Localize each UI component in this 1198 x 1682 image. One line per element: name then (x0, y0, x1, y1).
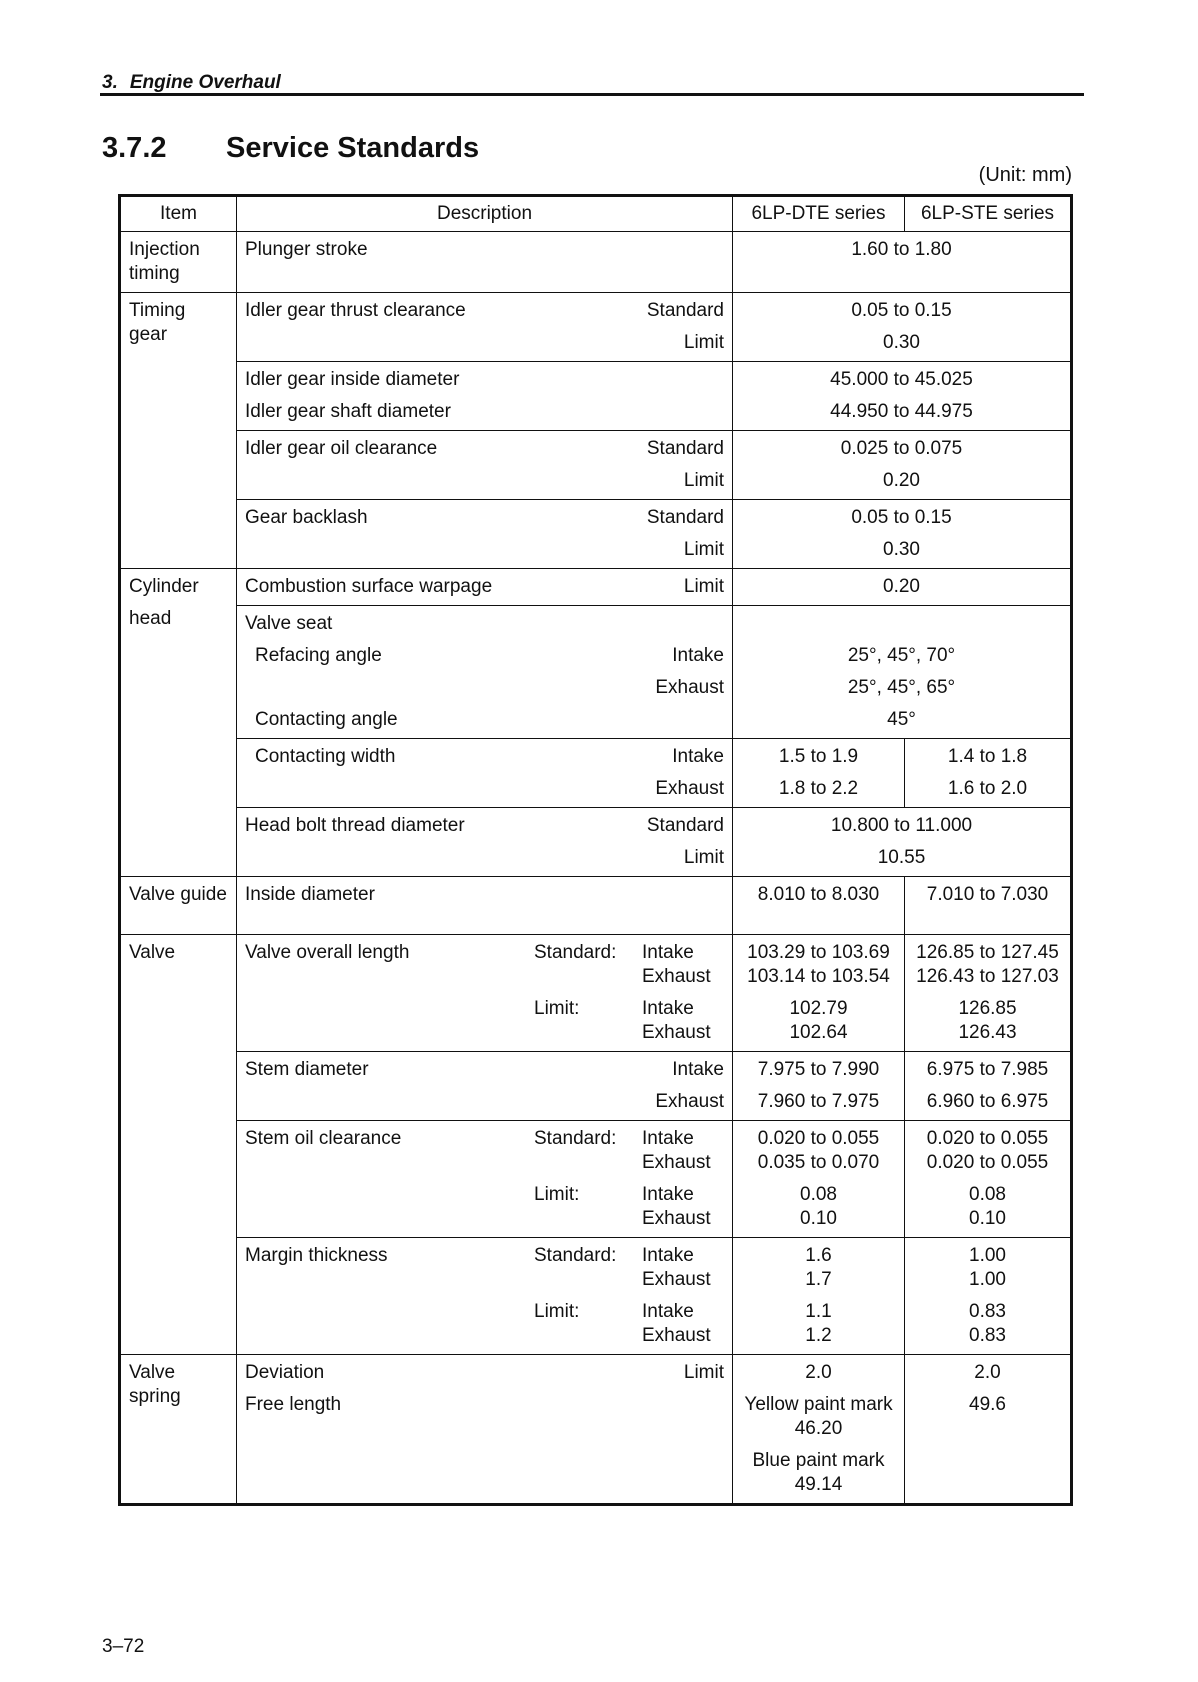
item-text: head (129, 608, 172, 629)
exhaust-label: Exhaust (655, 1091, 724, 1112)
exhaust-label: Exhaust (655, 778, 724, 799)
value-text: 25°, 45°, 70° (847, 645, 956, 666)
value-text: 102.79 (789, 998, 848, 1019)
value-text: 0.08 (800, 1184, 837, 1205)
dte-value-cell (733, 1238, 905, 1355)
standard-label: Standard (646, 507, 724, 528)
item-text: Cylinder (129, 576, 199, 597)
desc-text: Contacting angle (255, 709, 398, 730)
ste-value-cell (905, 1238, 1072, 1355)
table-row (120, 1052, 1072, 1121)
dte-value-cell (733, 739, 905, 808)
standard-label: Standard: (534, 942, 617, 963)
value-text: 1.00 (969, 1269, 1006, 1290)
value-text: 1.4 to 1.8 (947, 746, 1028, 767)
value-text: 0.30 (883, 332, 920, 353)
standard-label: Standard (646, 815, 724, 836)
value-text: 10.800 to 11.000 (830, 815, 973, 836)
value-text: 25°, 45°, 65° (847, 677, 956, 698)
description-cell (237, 606, 733, 739)
description-cell (237, 739, 733, 808)
exhaust-label: Exhaust (642, 1269, 711, 1290)
item-cell (120, 569, 237, 877)
standard-label: Standard (646, 438, 724, 459)
description-cell: Inside diameter (237, 877, 733, 935)
description-cell (237, 431, 733, 500)
value-text: 0.05 to 0.15 (851, 507, 952, 528)
value-text: 0.20 (883, 470, 920, 491)
description-cell (237, 569, 733, 606)
intake-label: Intake (672, 645, 724, 666)
limit-label: Limit (683, 539, 724, 560)
value-text: 1.8 to 2.2 (778, 778, 859, 799)
value-text: 1.6 to 2.0 (947, 778, 1028, 799)
value-text: 46.20 (794, 1418, 843, 1439)
desc-text: Stem diameter (245, 1059, 369, 1080)
value-text: 102.64 (789, 1022, 848, 1043)
value-text: 126.43 (958, 1022, 1017, 1043)
limit-label: Limit: (534, 1301, 580, 1322)
value-text: 103.29 to 103.69 (747, 942, 890, 963)
value-cell (733, 431, 1072, 500)
table-row (120, 293, 1072, 362)
table-row (120, 935, 1072, 1052)
value-text: 0.020 to 0.055 (926, 1128, 1049, 1149)
limit-label: Limit (683, 470, 724, 491)
page-number: 3–72 (102, 1636, 145, 1657)
desc-text: Contacting width (255, 746, 396, 767)
header-description: Description (237, 196, 733, 232)
description-cell: Plunger stroke (237, 232, 733, 293)
value-text: 0.08 (969, 1184, 1006, 1205)
value-text: 2.0 (805, 1362, 832, 1383)
description-cell (237, 500, 733, 569)
value-text: 1.6 (805, 1245, 832, 1266)
dte-value-cell: 8.010 to 8.030 (733, 877, 905, 935)
value-text: 0.10 (800, 1208, 837, 1229)
value-cell (733, 500, 1072, 569)
table-row (120, 569, 1072, 606)
ste-value-cell (905, 935, 1072, 1052)
desc-text: Idler gear inside diameter (245, 369, 460, 390)
description-cell (237, 1238, 733, 1355)
section-title: Service Standards (226, 132, 480, 164)
value-text: 0.020 to 0.055 (926, 1152, 1049, 1173)
paint-mark-label: Yellow paint mark (744, 1394, 893, 1415)
item-cell: Valve spring (120, 1355, 237, 1505)
value-text: 10.55 (877, 847, 926, 868)
intake-label: Intake (642, 942, 694, 963)
description-cell (237, 362, 733, 431)
limit-label: Limit (683, 332, 724, 353)
exhaust-label: Exhaust (642, 1325, 711, 1346)
intake-label: Intake (672, 1059, 724, 1080)
value-text: 45° (887, 709, 916, 730)
desc-text: Free length (245, 1394, 342, 1415)
intake-label: Intake (642, 998, 694, 1019)
ste-value-cell: 7.010 to 7.030 (905, 877, 1072, 935)
description-cell (237, 1121, 733, 1238)
item-cell: Valve guide (120, 877, 237, 935)
desc-text: Combustion surface warpage (245, 576, 493, 597)
item-cell: Valve (120, 935, 237, 1355)
value-text: 0.020 to 0.055 (757, 1128, 880, 1149)
running-header (102, 72, 281, 94)
dte-value-cell (733, 1121, 905, 1238)
value-text: 0.30 (883, 539, 920, 560)
header-dte: 6LP-DTE series (733, 196, 905, 232)
value-text: 1.7 (805, 1269, 832, 1290)
value-text: 6.975 to 7.985 (926, 1059, 1049, 1080)
intake-label: Intake (642, 1184, 694, 1205)
value-text: 49.14 (794, 1474, 843, 1495)
value-text: 6.960 to 6.975 (926, 1091, 1049, 1112)
description-cell (237, 1355, 733, 1505)
exhaust-label: Exhaust (642, 1152, 711, 1173)
value-text: 0.035 to 0.070 (757, 1152, 880, 1173)
dte-value-cell (733, 1355, 905, 1505)
value-text: 45.000 to 45.025 (830, 369, 973, 390)
intake-label: Intake (672, 746, 724, 767)
value-text: 126.85 to 127.45 (916, 942, 1059, 963)
value-text: 44.950 to 44.975 (830, 401, 973, 422)
description-cell (237, 935, 733, 1052)
description-cell (237, 808, 733, 877)
service-standards-table (118, 194, 1073, 1506)
description-cell (237, 293, 733, 362)
desc-text: Idler gear oil clearance (245, 438, 438, 459)
value-text: 1.00 (969, 1245, 1006, 1266)
ste-value-cell (905, 1121, 1072, 1238)
value-text: 0.10 (969, 1208, 1006, 1229)
table-row (120, 362, 1072, 431)
dte-value-cell (733, 935, 905, 1052)
item-cell: Injection timing (120, 232, 237, 293)
value-text: 1.1 (805, 1301, 832, 1322)
unit-note: (Unit: mm) (978, 164, 1072, 186)
value-text: 1.2 (805, 1325, 832, 1346)
limit-label: Limit (683, 847, 724, 868)
table-row (120, 877, 1072, 935)
paint-mark-label: Blue paint mark (752, 1450, 885, 1471)
section-number: 3.7.2 (102, 132, 167, 164)
value-text: 0.025 to 0.075 (840, 438, 963, 459)
desc-text: Head bolt thread diameter (245, 815, 465, 836)
standard-label: Standard: (534, 1245, 617, 1266)
item-cell: Timing gear (120, 293, 237, 569)
value-cell (733, 606, 1072, 739)
standard-label: Standard: (534, 1128, 617, 1149)
table-header-row (120, 196, 1072, 232)
ste-value-cell (905, 739, 1072, 808)
table-row (120, 431, 1072, 500)
table-row (120, 232, 1072, 293)
value-text: 0.05 to 0.15 (851, 300, 952, 321)
table-row (120, 1238, 1072, 1355)
ste-value-cell (905, 1052, 1072, 1121)
limit-label: Limit (683, 1362, 724, 1383)
value-cell (733, 362, 1072, 431)
chapter-number: 3. (102, 72, 118, 93)
exhaust-label: Exhaust (642, 1208, 711, 1229)
intake-label: Intake (642, 1301, 694, 1322)
value-text: 7.960 to 7.975 (757, 1091, 880, 1112)
value-text: 49.6 (969, 1394, 1006, 1415)
value-cell (733, 808, 1072, 877)
desc-text: Deviation (245, 1362, 325, 1383)
desc-text: Idler gear shaft diameter (245, 401, 451, 422)
desc-text: Valve seat (245, 613, 333, 634)
desc-text: Margin thickness (245, 1245, 388, 1266)
value-text: 2.0 (974, 1362, 1001, 1383)
standard-label: Standard (646, 300, 724, 321)
value-text: 126.43 to 127.03 (916, 966, 1059, 987)
table-row (120, 808, 1072, 877)
value-cell (733, 293, 1072, 362)
desc-text: Refacing angle (255, 645, 382, 666)
intake-label: Intake (642, 1128, 694, 1149)
exhaust-label: Exhaust (642, 966, 711, 987)
value-text: 7.975 to 7.990 (757, 1059, 880, 1080)
desc-text: Valve overall length (245, 942, 410, 963)
table-row (120, 739, 1072, 808)
table-row (120, 500, 1072, 569)
limit-label: Limit (683, 576, 724, 597)
exhaust-label: Exhaust (655, 677, 724, 698)
desc-text: Gear backlash (245, 507, 368, 528)
table-row (120, 606, 1072, 739)
limit-label: Limit: (534, 998, 580, 1019)
value-text: 0.83 (969, 1325, 1006, 1346)
value-text: 126.85 (958, 998, 1017, 1019)
table-row (120, 1355, 1072, 1505)
header-item: Item (120, 196, 237, 232)
header-rule (100, 93, 1084, 96)
header-ste: 6LP-STE series (905, 196, 1072, 232)
value-cell: 1.60 to 1.80 (733, 232, 1072, 293)
dte-value-cell (733, 1052, 905, 1121)
description-cell (237, 1052, 733, 1121)
intake-label: Intake (642, 1245, 694, 1266)
limit-label: Limit: (534, 1184, 580, 1205)
value-text: 1.5 to 1.9 (778, 746, 859, 767)
desc-text: Idler gear thrust clearance (245, 300, 466, 321)
ste-value-cell (905, 1355, 1072, 1505)
table-row (120, 1121, 1072, 1238)
value-text: 103.14 to 103.54 (747, 966, 890, 987)
exhaust-label: Exhaust (642, 1022, 711, 1043)
desc-text: Stem oil clearance (245, 1128, 402, 1149)
chapter-title: Engine Overhaul (129, 72, 281, 93)
value-text: 0.83 (969, 1301, 1006, 1322)
value-cell: 0.20 (733, 569, 1072, 606)
